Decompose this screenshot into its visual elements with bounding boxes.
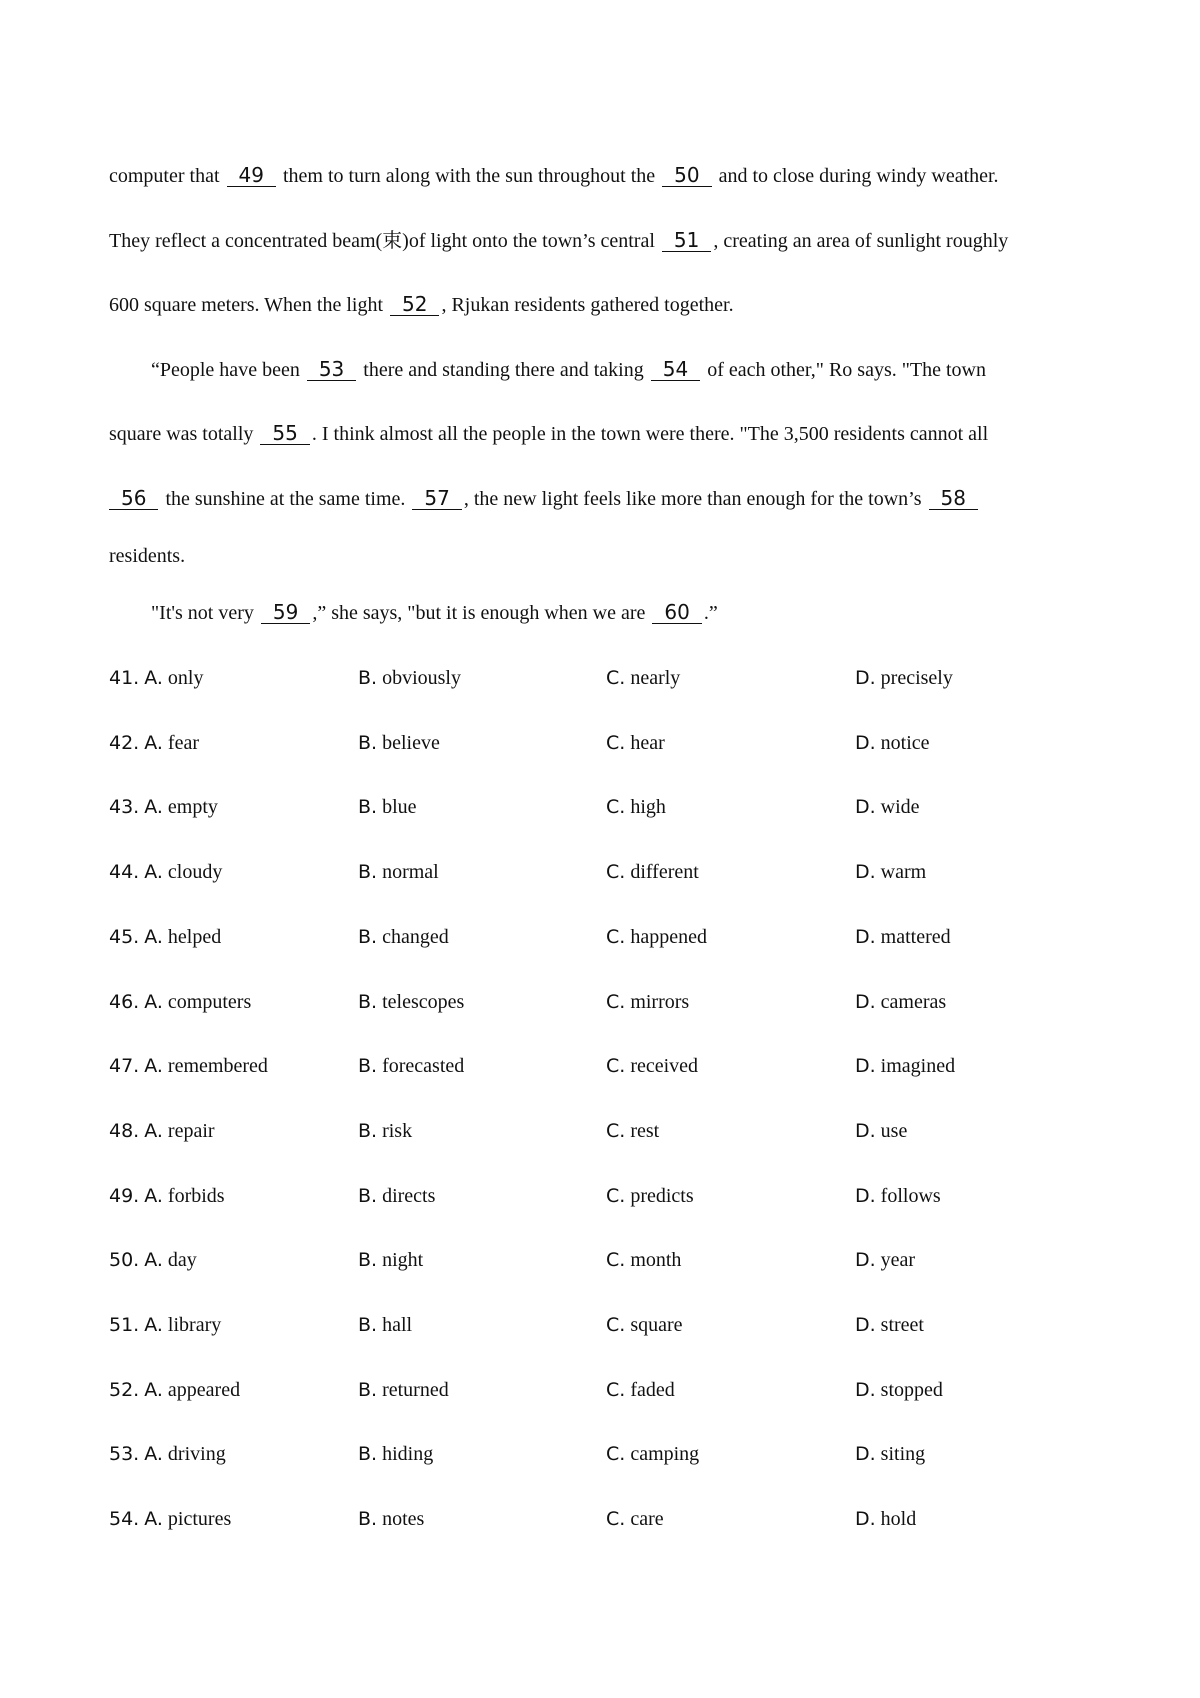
option-text: precisely (880, 667, 953, 689)
blank-53: 53 (307, 358, 356, 381)
option-text: predicts (630, 1184, 694, 1207)
option-letter: A. (144, 1249, 163, 1272)
option-text: nearly (630, 667, 681, 689)
passage-text: , the new light feels like more than enough for the town’s (463, 488, 927, 510)
option-letter: A. (144, 731, 163, 754)
option-text: siting (880, 1443, 926, 1466)
option-text: month (630, 1249, 682, 1272)
option-a (109, 1183, 225, 1209)
option-a (109, 1247, 197, 1273)
option-letter: D. (855, 731, 876, 754)
option-c (606, 1183, 694, 1209)
option-text: use (880, 1119, 908, 1142)
blank-59: 59 (261, 601, 310, 624)
option-a (109, 1118, 215, 1144)
option-letter: D. (855, 1508, 876, 1531)
option-letter: D. (855, 796, 876, 819)
passage-line-5 (109, 421, 1109, 447)
option-b (358, 1183, 435, 1209)
blank-57: 57 (412, 487, 461, 510)
option-letter: B. (358, 731, 378, 754)
option-c (606, 989, 689, 1015)
passage-line-8 (151, 600, 1151, 626)
option-text: night (382, 1249, 424, 1272)
option-c (606, 1118, 659, 1144)
question-row (0, 730, 1200, 760)
option-letter: B. (358, 796, 378, 819)
passage-text: 600 square meters. When the light (109, 294, 389, 316)
option-b (358, 794, 417, 820)
option-a (109, 1312, 221, 1338)
question-number: 44. (109, 861, 140, 884)
option-a (109, 989, 251, 1015)
option-a (109, 1441, 226, 1467)
question-row (0, 794, 1200, 824)
option-text: received (630, 1055, 699, 1078)
question-row (0, 1183, 1200, 1213)
option-c (606, 1441, 699, 1467)
question-number: 50. (109, 1249, 140, 1272)
question-number: 54. (109, 1508, 140, 1531)
passage-text: , creating an area of sunlight roughly (713, 230, 1009, 252)
question-row (0, 1312, 1200, 1342)
blank-58: 58 (929, 487, 978, 510)
option-text: blue (382, 796, 417, 819)
option-letter: C. (606, 1443, 626, 1466)
option-text: mirrors (630, 990, 690, 1013)
option-letter: C. (606, 1184, 626, 1207)
option-text: directs (382, 1184, 436, 1207)
option-a (109, 665, 203, 691)
option-d (855, 859, 926, 885)
option-letter: B. (358, 667, 378, 689)
option-letter: B. (358, 1184, 378, 1207)
option-letter: B. (358, 1378, 378, 1401)
option-text: pictures (167, 1508, 232, 1531)
option-letter: A. (144, 1055, 163, 1078)
option-text: care (630, 1508, 664, 1531)
option-letter: D. (855, 1055, 876, 1078)
option-b (358, 1377, 449, 1403)
option-letter: B. (358, 1119, 378, 1142)
option-letter: C. (606, 861, 626, 884)
option-text: street (880, 1314, 924, 1336)
option-text: returned (382, 1378, 449, 1401)
option-text: faded (630, 1378, 675, 1401)
question-number: 48. (109, 1119, 140, 1142)
passage-line-3 (109, 292, 1109, 318)
option-c (606, 730, 665, 756)
option-text: appeared (167, 1378, 241, 1401)
option-letter: C. (606, 1314, 626, 1336)
option-d (855, 730, 930, 756)
option-text: different (630, 861, 699, 884)
passage-text: residents. (109, 545, 186, 567)
option-text: warm (880, 861, 927, 884)
option-text: high (630, 796, 666, 819)
option-b (358, 1312, 412, 1338)
passage-text: ,” she says, "but it is enough when we are (312, 602, 651, 624)
option-text: fear (167, 731, 199, 754)
option-letter: B. (358, 1249, 378, 1272)
passage-line-7 (109, 543, 1109, 569)
option-d (855, 1377, 943, 1403)
option-letter: C. (606, 990, 626, 1013)
option-text: cameras (880, 990, 947, 1013)
option-d (855, 1312, 924, 1338)
option-d (855, 1053, 955, 1079)
option-text: cloudy (167, 861, 223, 884)
option-d (855, 665, 953, 691)
option-text: imagined (880, 1055, 956, 1078)
option-a (109, 924, 221, 950)
passage-text: of each other," Ro says. "The town (702, 359, 986, 381)
option-a (109, 1053, 268, 1079)
option-letter: D. (855, 667, 876, 689)
blank-51: 51 (662, 229, 711, 252)
option-letter: A. (144, 1508, 163, 1531)
option-letter: C. (606, 1508, 626, 1531)
option-letter: A. (144, 1378, 163, 1401)
option-letter: D. (855, 1119, 876, 1142)
option-b (358, 859, 439, 885)
question-number: 46. (109, 990, 140, 1013)
option-text: helped (167, 925, 222, 948)
option-d (855, 1183, 941, 1209)
passage-text: the sunshine at the same time. (160, 488, 411, 510)
option-b (358, 924, 449, 950)
blank-55: 55 (260, 422, 309, 445)
option-a (109, 859, 222, 885)
option-letter: C. (606, 1055, 626, 1078)
option-c (606, 794, 666, 820)
option-text: remembered (167, 1055, 268, 1078)
option-c (606, 859, 699, 885)
option-d (855, 1118, 907, 1144)
blank-52: 52 (390, 293, 439, 316)
option-text: believe (382, 731, 440, 754)
option-c (606, 1377, 675, 1403)
option-a (109, 1377, 240, 1403)
option-letter: D. (855, 1184, 876, 1207)
option-d (855, 1506, 916, 1532)
option-d (855, 924, 951, 950)
option-c (606, 665, 680, 691)
question-row (0, 1053, 1200, 1083)
option-a (109, 730, 199, 756)
option-text: hiding (382, 1443, 434, 1466)
blank-54: 54 (651, 358, 700, 381)
option-text: rest (630, 1119, 660, 1142)
passage-line-4 (151, 357, 1151, 383)
passage-text: “People have been (151, 359, 305, 381)
option-letter: A. (144, 1314, 163, 1336)
question-number: 43. (109, 796, 140, 819)
option-letter: C. (606, 1249, 626, 1272)
question-row (0, 859, 1200, 889)
option-a (109, 794, 218, 820)
question-row (0, 1118, 1200, 1148)
question-number: 51. (109, 1314, 140, 1336)
option-letter: A. (144, 667, 163, 689)
option-letter: B. (358, 1508, 378, 1531)
question-row (0, 1506, 1200, 1536)
option-text: risk (382, 1119, 413, 1142)
option-c (606, 1506, 664, 1532)
option-d (855, 989, 946, 1015)
option-text: changed (382, 925, 449, 948)
option-b (358, 1053, 464, 1079)
option-text: notice (880, 731, 930, 754)
question-row (0, 924, 1200, 954)
option-letter: D. (855, 1443, 876, 1466)
option-text: camping (630, 1443, 700, 1466)
option-text: obviously (382, 667, 461, 689)
option-letter: B. (358, 861, 378, 884)
option-b (358, 1441, 433, 1467)
option-b (358, 1118, 412, 1144)
option-text: hold (880, 1508, 917, 1531)
passage-text: and to close during windy weather. (713, 165, 999, 187)
option-letter: C. (606, 925, 626, 948)
option-letter: D. (855, 990, 876, 1013)
question-number: 41. (109, 667, 140, 689)
option-text: day (167, 1249, 197, 1272)
option-letter: C. (606, 667, 626, 689)
option-letter: B. (358, 1314, 378, 1336)
option-b (358, 665, 461, 691)
option-letter: D. (855, 1249, 876, 1272)
question-number: 42. (109, 731, 140, 754)
question-row (0, 1247, 1200, 1277)
option-letter: D. (855, 925, 876, 948)
option-letter: A. (144, 925, 163, 948)
option-letter: C. (606, 731, 626, 754)
question-number: 53. (109, 1443, 140, 1466)
option-text: library (167, 1314, 222, 1336)
question-row (0, 1441, 1200, 1471)
option-b (358, 1506, 424, 1532)
option-b (358, 989, 464, 1015)
option-letter: A. (144, 861, 163, 884)
option-d (855, 794, 920, 820)
option-c (606, 924, 707, 950)
passage-line-2 (109, 228, 1109, 254)
option-text: only (167, 667, 204, 689)
option-text: forbids (167, 1184, 225, 1207)
passage-text: They reflect a concentrated beam(束)of light onto the town’s central (109, 230, 660, 252)
option-letter: C. (606, 796, 626, 819)
option-b (358, 730, 440, 756)
option-letter: A. (144, 1443, 163, 1466)
passage-text: "It's not very (151, 602, 259, 624)
option-c (606, 1053, 698, 1079)
passage-text: .” (703, 602, 718, 624)
option-text: mattered (880, 925, 951, 948)
question-number: 49. (109, 1184, 140, 1207)
option-text: stopped (880, 1378, 943, 1401)
option-letter: C. (606, 1119, 626, 1142)
option-letter: A. (144, 1184, 163, 1207)
option-text: repair (167, 1119, 215, 1142)
option-text: driving (167, 1443, 226, 1466)
option-b (358, 1247, 423, 1273)
passage-text: there and standing there and taking (358, 359, 649, 381)
option-a (109, 1506, 231, 1532)
option-text: hall (382, 1314, 413, 1336)
option-letter: B. (358, 990, 378, 1013)
option-text: normal (382, 861, 439, 884)
option-text: year (880, 1249, 916, 1272)
blank-50: 50 (662, 164, 711, 187)
option-c (606, 1247, 681, 1273)
option-text: telescopes (382, 990, 465, 1013)
option-letter: B. (358, 1055, 378, 1078)
blank-49: 49 (227, 164, 276, 187)
question-number: 52. (109, 1378, 140, 1401)
passage-line-1 (109, 163, 1109, 189)
question-row (0, 989, 1200, 1019)
option-letter: A. (144, 796, 163, 819)
passage-text: . I think almost all the people in the town were there. "The 3,500 residents cannot all (311, 423, 989, 445)
passage-text: , Rjukan residents gathered together. (441, 294, 734, 316)
option-text: wide (880, 796, 920, 819)
option-letter: D. (855, 861, 876, 884)
option-text: empty (167, 796, 218, 819)
option-letter: A. (144, 1119, 163, 1142)
passage-text: them to turn along with the sun throughout the (277, 165, 661, 187)
option-text: square (630, 1314, 683, 1336)
option-text: computers (167, 990, 252, 1013)
question-number: 45. (109, 925, 140, 948)
option-letter: D. (855, 1314, 876, 1336)
option-letter: B. (358, 1443, 378, 1466)
option-letter: D. (855, 1378, 876, 1401)
option-text: notes (382, 1508, 425, 1531)
option-text: follows (880, 1184, 941, 1207)
question-number: 47. (109, 1055, 140, 1078)
blank-60: 60 (652, 601, 701, 624)
option-d (855, 1247, 915, 1273)
option-text: forecasted (382, 1055, 465, 1078)
option-d (855, 1441, 925, 1467)
option-letter: A. (144, 990, 163, 1013)
option-text: happened (630, 925, 707, 948)
passage-line-6 (109, 486, 1109, 512)
question-row (0, 1377, 1200, 1407)
passage-text: computer that (109, 165, 225, 187)
option-c (606, 1312, 683, 1338)
option-text: hear (630, 731, 665, 754)
option-letter: C. (606, 1378, 626, 1401)
option-letter: B. (358, 925, 378, 948)
passage-text: square was totally (109, 423, 259, 445)
question-row (0, 665, 1200, 695)
blank-56: 56 (109, 487, 158, 510)
